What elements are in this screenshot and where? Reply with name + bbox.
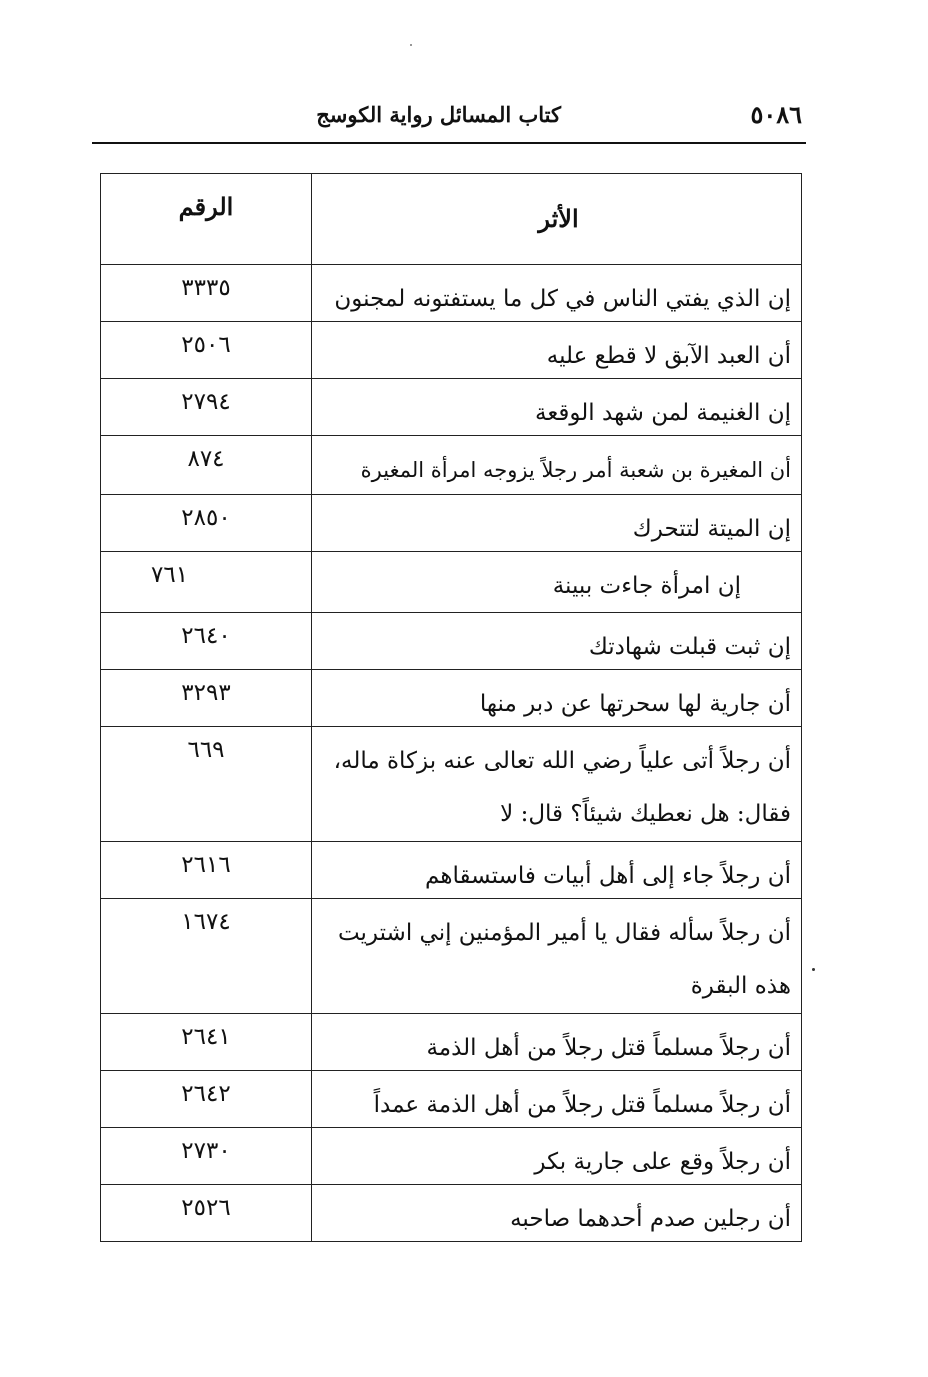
table-row — [101, 612, 801, 669]
table-row — [101, 898, 801, 1013]
table-row — [101, 321, 801, 378]
athar-text: أن المغيرة بن شعبة أمر رجلاً يزوجه امرأة المغيرة — [311, 436, 801, 494]
table-row — [101, 1070, 801, 1127]
table-row — [101, 1013, 801, 1070]
table-row — [101, 435, 801, 494]
athar-number: ٢٦١٦ — [181, 852, 231, 878]
athar-number: ٢٧٣٠ — [181, 1138, 231, 1164]
page-number: ٥٠٨٦ — [750, 100, 802, 129]
athar-number: ٢٥٠٦ — [181, 332, 231, 358]
athar-text: إن الغنيمة لمن شهد الوقعة — [311, 379, 801, 435]
column-header-athar: الأثر — [311, 174, 801, 264]
athar-number: ٨٧٤ — [187, 446, 225, 472]
scan-speck — [410, 44, 412, 46]
athar-number: ١٦٧٤ — [181, 909, 231, 935]
scan-speck — [812, 968, 815, 971]
table-header-row — [101, 174, 801, 264]
athar-number: ٢٧٩٤ — [181, 389, 231, 415]
athar-text: أن رجلاً وقع على جارية بكر — [311, 1128, 801, 1184]
athar-text: إن الذي يفتي الناس في كل ما يستفتونه لمجنون — [311, 265, 801, 321]
athar-number: ٢٦٤١ — [181, 1024, 231, 1050]
athar-number: ٢٦٤٢ — [181, 1081, 231, 1107]
athar-text: أن جارية لها سحرتها عن دبر منها — [311, 670, 801, 726]
athar-text: أن رجلاً مسلماً قتل رجلاً من أهل الذمة — [311, 1014, 801, 1070]
table-row — [101, 841, 801, 898]
athar-text: أن رجلاً جاء إلى أهل أبيات فاستسقاهم — [311, 842, 801, 898]
table-row — [101, 264, 801, 321]
table-row — [101, 551, 801, 612]
athar-text: أن العبد الآبق لا قطع عليه — [311, 322, 801, 378]
athar-index-table — [100, 173, 802, 1242]
table-row — [101, 378, 801, 435]
table-row — [101, 494, 801, 551]
athar-text: إن امرأة جاءت ببينة — [311, 552, 801, 612]
athar-text: أن رجلاً سأله فقال يا أمير المؤمنين إني اشتريت هذه البقرة — [311, 899, 801, 1013]
table-row — [101, 1184, 801, 1241]
athar-number: ٢٥٢٦ — [181, 1195, 231, 1221]
athar-text: أن رجلاً أتى علياً رضي الله تعالى عنه بزكاة ماله، فقال: هل نعطيك شيئاً؟ قال: لا — [311, 727, 801, 841]
athar-number: ٢٨٥٠ — [181, 505, 231, 531]
athar-text: أن رجلاً مسلماً قتل رجلاً من أهل الذمة عمداً — [311, 1071, 801, 1127]
athar-number: ٣٣٣٥ — [181, 275, 231, 301]
table-row — [101, 1127, 801, 1184]
table-row — [101, 726, 801, 841]
table-row — [101, 669, 801, 726]
book-title: كتاب المسائل رواية الكوسج — [316, 102, 561, 127]
athar-number: ٢٦٤٠ — [181, 623, 231, 649]
athar-number: ٣٢٩٣ — [181, 680, 231, 706]
athar-number: ٧٦١ — [151, 562, 189, 588]
athar-number: ٦٦٩ — [187, 737, 225, 763]
column-header-number: الرقم — [178, 192, 234, 221]
athar-text: إن ثبت قبلت شهادتك — [311, 613, 801, 669]
page-header — [92, 96, 806, 144]
athar-text: إن الميتة لتتحرك — [311, 495, 801, 551]
athar-text: أن رجلين صدم أحدهما صاحبه — [311, 1185, 801, 1241]
